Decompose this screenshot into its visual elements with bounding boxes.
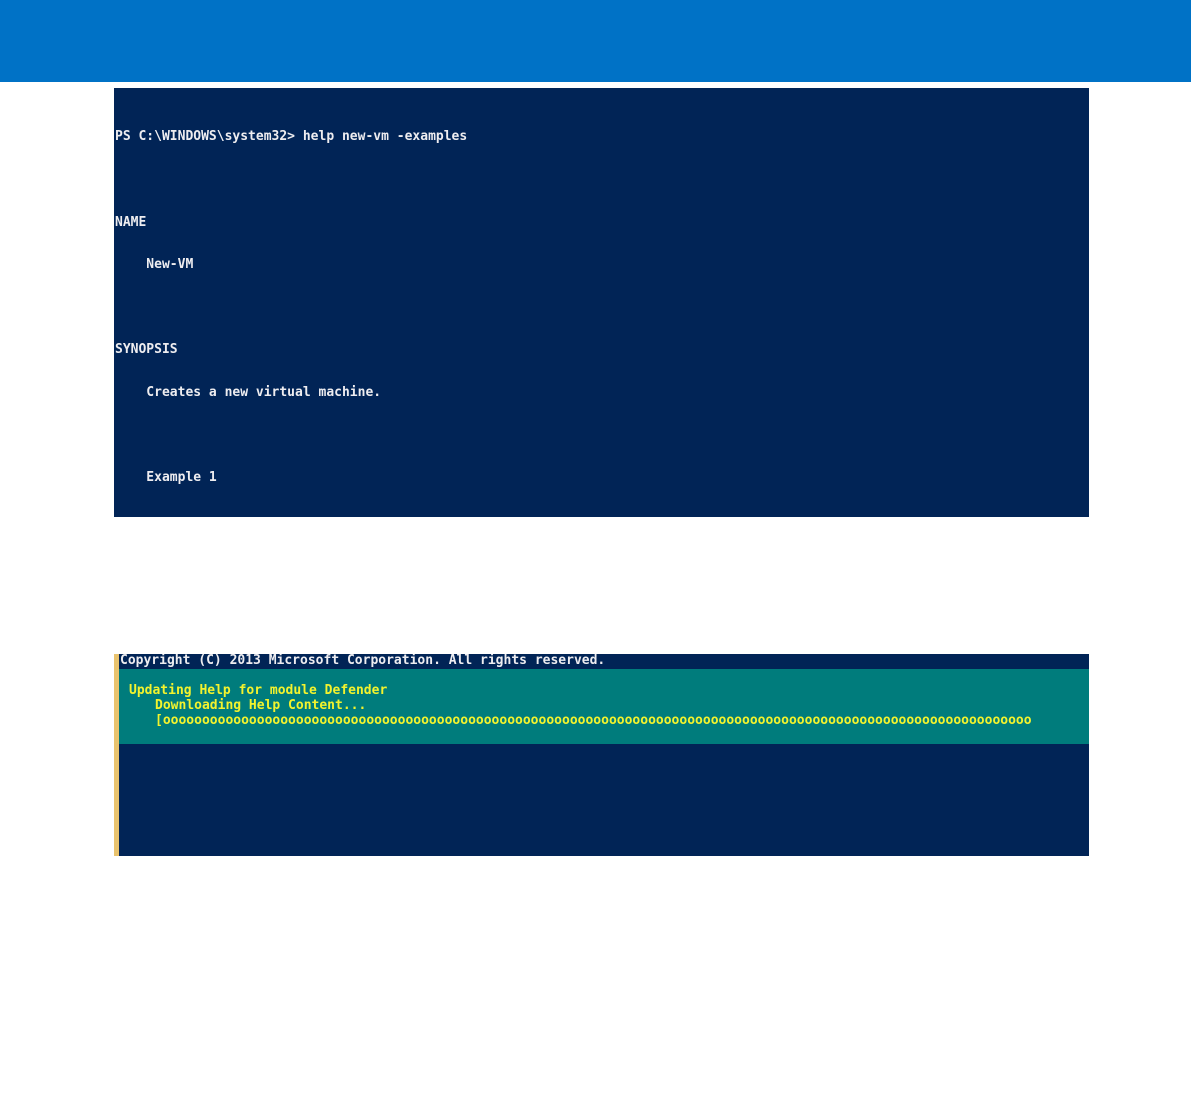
copyright-line: Copyright (C) 2013 Microsoft Corporation. All rights reserved. bbox=[120, 654, 606, 668]
console-line: SYNOPSIS bbox=[115, 342, 178, 358]
console-line bbox=[115, 514, 1089, 517]
progress-bar: [ooooooooooooooooooooooooooooooooooooooooooooooooooooooooooooooooooooooooooooooooooooooooooooooooooooooooooooooo bbox=[155, 713, 1032, 728]
console-line: PS C:\WINDOWS\system32> help new-vm -examples bbox=[115, 129, 468, 145]
console-line bbox=[115, 429, 1089, 443]
update-help-console-window[interactable] bbox=[114, 654, 1089, 856]
console-line: Creates a new virtual machine. bbox=[115, 384, 382, 400]
console-line: NAME bbox=[115, 214, 147, 230]
console-line bbox=[115, 173, 1089, 187]
progress-title: Updating Help for module Defender bbox=[129, 683, 388, 698]
progress-status: Downloading Help Content... bbox=[155, 698, 367, 713]
console-line bbox=[115, 301, 1089, 315]
progress-panel bbox=[119, 669, 1089, 744]
top-banner bbox=[0, 0, 1191, 82]
console-line: Example 1 bbox=[115, 470, 217, 486]
console-line: New-VM bbox=[115, 257, 194, 273]
help-console-window[interactable] bbox=[114, 88, 1089, 517]
